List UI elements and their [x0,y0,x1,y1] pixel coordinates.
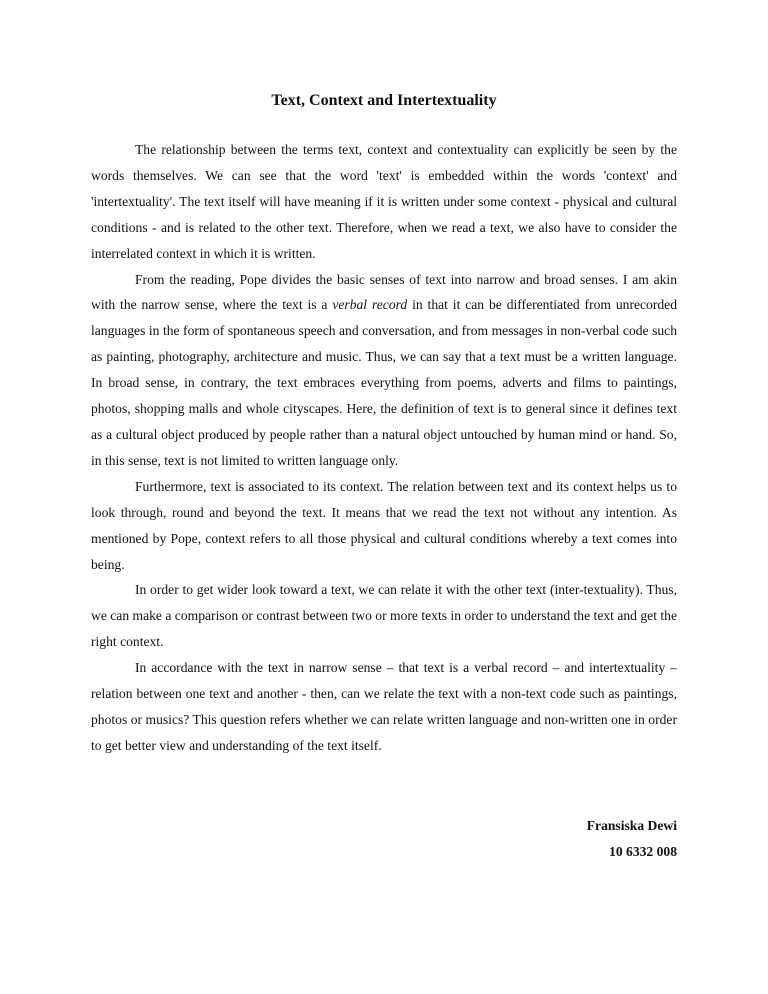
document-body [91,137,677,759]
paragraph-2-text-before: From the reading, Pope divides the basic senses of text into narrow and broad senses. I am akin with the narrow sense, where the text is a [91,271,677,313]
paragraph-2 [91,267,677,474]
document-title: Text, Context and Intertextuality [271,92,497,109]
student-id: 10 6332 008 [609,844,677,859]
paragraph-1: The relationship between the terms text, context and contextuality can explicitly be seen by the words themselves. We can see that the word 'text' is embedded within the words 'context' and 'intertextuality'. The text itself will have meaning if it is written under some context - physical and cultural conditions - and is related to the other text. Therefore, when we read a text, we also have to consider the interrelated context in which it is written. [91,142,677,261]
signature-block [587,813,677,865]
paragraph-4: In order to get wider look toward a text, we can relate it with the other text (inter-textuality). Thus, we can make a comparison or contrast between two or more texts in order to understand the text and get the right context. [91,582,677,650]
paragraph-2-text-after: in that it can be differentiated from unrecorded languages in the form of spontaneous speech and conversation, and from messages in non-verbal code such as painting, photography, architecture and music. Thus, we can say that a text must be a written language. In broad sense, in contrary, the text embraces everything from poems, adverts and films to paintings, photos, shopping malls and whole cityscapes. Here, the definition of text is to general since it defines text as a cultural object produced by people rather than a natural object untouched by human mind or hand. So, in this sense, text is not limited to written language only. [91,297,677,468]
paragraph-2-emphasis: verbal record [332,297,408,313]
author-name: Fransiska Dewi [586,818,677,833]
paragraph-5: In accordance with the text in narrow sense – that text is a verbal record – and intertextuality – relation between one text and another - then, can we relate the text with a non-text code such as paintings, photos or musics? This question refers whether we can relate written language and non-written one in order to get better view and understanding of the text itself. [91,660,677,753]
paragraph-3: Furthermore, text is associated to its context. The relation between text and its context helps us to look through, round and beyond the text. It means that we read the text not without any intention. As mentioned by Pope, context refers to all those physical and cultural conditions whereby a text comes into being. [91,478,677,572]
